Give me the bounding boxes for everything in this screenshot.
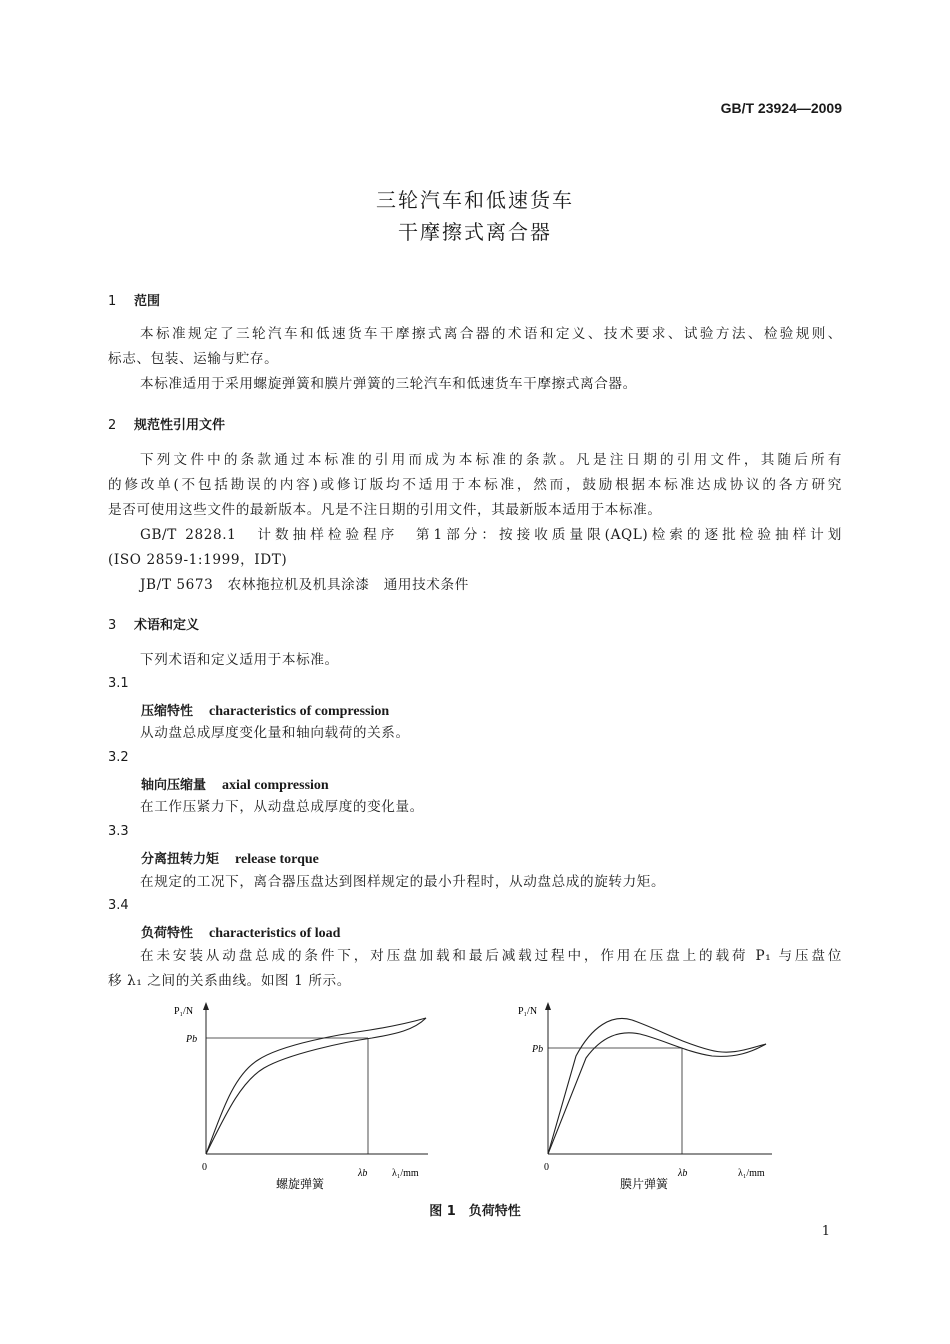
section-3-heading (108, 614, 199, 633)
clause-3-3-term-en: release torque (235, 852, 319, 867)
section-2-para1-line2: 的修改单(不包括勘误的内容)或修订版均不适用于本标准，然而，鼓励根据本标准达成协议的各方研究 (108, 477, 842, 493)
clause-3-2-definition: 在工作压紧力下，从动盘总成厚度的变化量。 (140, 799, 424, 815)
section-2-para1-line3: 是否可使用这些文件的最新版本。凡是不注日期的引用文件，其最新版本适用于本标准。 (108, 502, 662, 518)
coil-x-axis-label: λ₁/mm (392, 1168, 419, 1179)
diaphragm-spring-name: 膜片弹簧 (620, 1177, 669, 1191)
diaphragm-x-axis-label: λ₁/mm (738, 1168, 765, 1179)
clause-3-1-term-zh: 压缩特性 (141, 704, 194, 719)
section-2-heading (108, 414, 225, 433)
figure-diaphragm-spring-chart (510, 998, 800, 1194)
coil-origin-label: 0 (202, 1162, 207, 1173)
section-1-title: 范围 (134, 294, 161, 309)
clause-3-1-term-en: characteristics of compression (209, 704, 390, 719)
section-1-heading (108, 290, 160, 309)
section-3-title: 术语和定义 (134, 618, 200, 633)
clause-3-3-number: 3.3 (108, 824, 129, 839)
clause-3-4-number: 3.4 (108, 898, 129, 913)
clause-3-2-number: 3.2 (108, 750, 129, 765)
diaphragm-lambda-b-label: λb (678, 1168, 688, 1179)
coil-unloading-curve (206, 1018, 426, 1154)
clause-3-4-definition-line2: 移 λ₁ 之间的关系曲线。如图 1 所示。 (108, 973, 351, 989)
clause-3-4-definition-line1: 在未安装从动盘总成的条件下，对压盘加载和最后减载过程中，作用在压盘上的载荷 P₁ 与压盘位 (140, 948, 842, 964)
coil-spring-name: 螺旋弹簧 (276, 1177, 325, 1191)
diaphragm-y-axis-arrow (545, 1002, 551, 1010)
clause-3-2-term-zh: 轴向压缩量 (141, 778, 207, 793)
reference-jbt-5673: JB/T 5673 农林拖拉机及机具涂漆 通用技术条件 (140, 577, 469, 593)
section-2-title: 规范性引用文件 (134, 418, 226, 433)
clause-3-4-term-zh: 负荷特性 (141, 926, 194, 941)
section-3-intro: 下列术语和定义适用于本标准。 (140, 652, 339, 668)
coil-pb-label: Pb (186, 1034, 198, 1045)
figure-1-caption: 图 1 负荷特性 (429, 1204, 521, 1219)
section-1-number: 1 (108, 294, 117, 309)
coil-lambda-b-label: λb (358, 1168, 368, 1179)
section-1-para2: 本标准适用于采用螺旋弹簧和膜片弹簧的三轮汽车和低速货车干摩擦式离合器。 (140, 376, 637, 392)
clause-3-4-term-en: characteristics of load (209, 926, 341, 941)
clause-3-3-term-zh: 分离扭转力矩 (141, 852, 220, 867)
document-title-line1: 三轮汽车和低速货车 (376, 188, 574, 212)
clause-3-2-term-en: axial compression (222, 778, 329, 793)
clause-3-3-term (141, 848, 319, 868)
figure-coil-spring-chart (160, 998, 450, 1194)
clause-3-4-term (141, 922, 340, 942)
section-2-para1-line1: 下列文件中的条款通过本标准的引用而成为本标准的条款。凡是注日期的引用文件，其随后所有 (140, 452, 842, 468)
document-title-line2: 干摩擦式离合器 (398, 220, 552, 244)
clause-3-1-definition: 从动盘总成厚度变化量和轴向载荷的关系。 (140, 725, 410, 741)
section-1-para1-line2: 标志、包装、运输与贮存。 (108, 351, 279, 367)
standard-number: GB/T 23924—2009 (720, 100, 842, 116)
diaphragm-unloading-curve (548, 1033, 766, 1154)
section-1-para1-line1: 本标准规定了三轮汽车和低速货车干摩擦式离合器的术语和定义、技术要求、试验方法、检验规则、 (140, 326, 842, 342)
diaphragm-origin-label: 0 (544, 1162, 549, 1173)
section-3-number: 3 (108, 618, 117, 633)
diaphragm-pb-label: Pb (532, 1044, 544, 1055)
reference-gbt-2828-line1: GB/T 2828.1 计数抽样检验程序 第1部分：按接收质量限(AQL)检索的逐批检验抽样计划 (140, 527, 842, 543)
clause-3-2-term (141, 774, 329, 794)
clause-3-3-definition: 在规定的工况下，离合器压盘达到图样规定的最小升程时，从动盘总成的旋转力矩。 (140, 874, 666, 890)
reference-gbt-2828-line2: (ISO 2859-1:1999，IDT) (108, 552, 288, 568)
page-number: 1 (821, 1224, 830, 1239)
section-2-number: 2 (108, 418, 117, 433)
coil-y-axis-arrow (203, 1002, 209, 1010)
clause-3-1-number: 3.1 (108, 676, 129, 691)
clause-3-1-term (141, 700, 389, 720)
diaphragm-y-axis-label: P₁/N (518, 1006, 538, 1017)
coil-y-axis-label: P₁/N (174, 1006, 194, 1017)
coil-loading-curve (206, 1018, 426, 1154)
